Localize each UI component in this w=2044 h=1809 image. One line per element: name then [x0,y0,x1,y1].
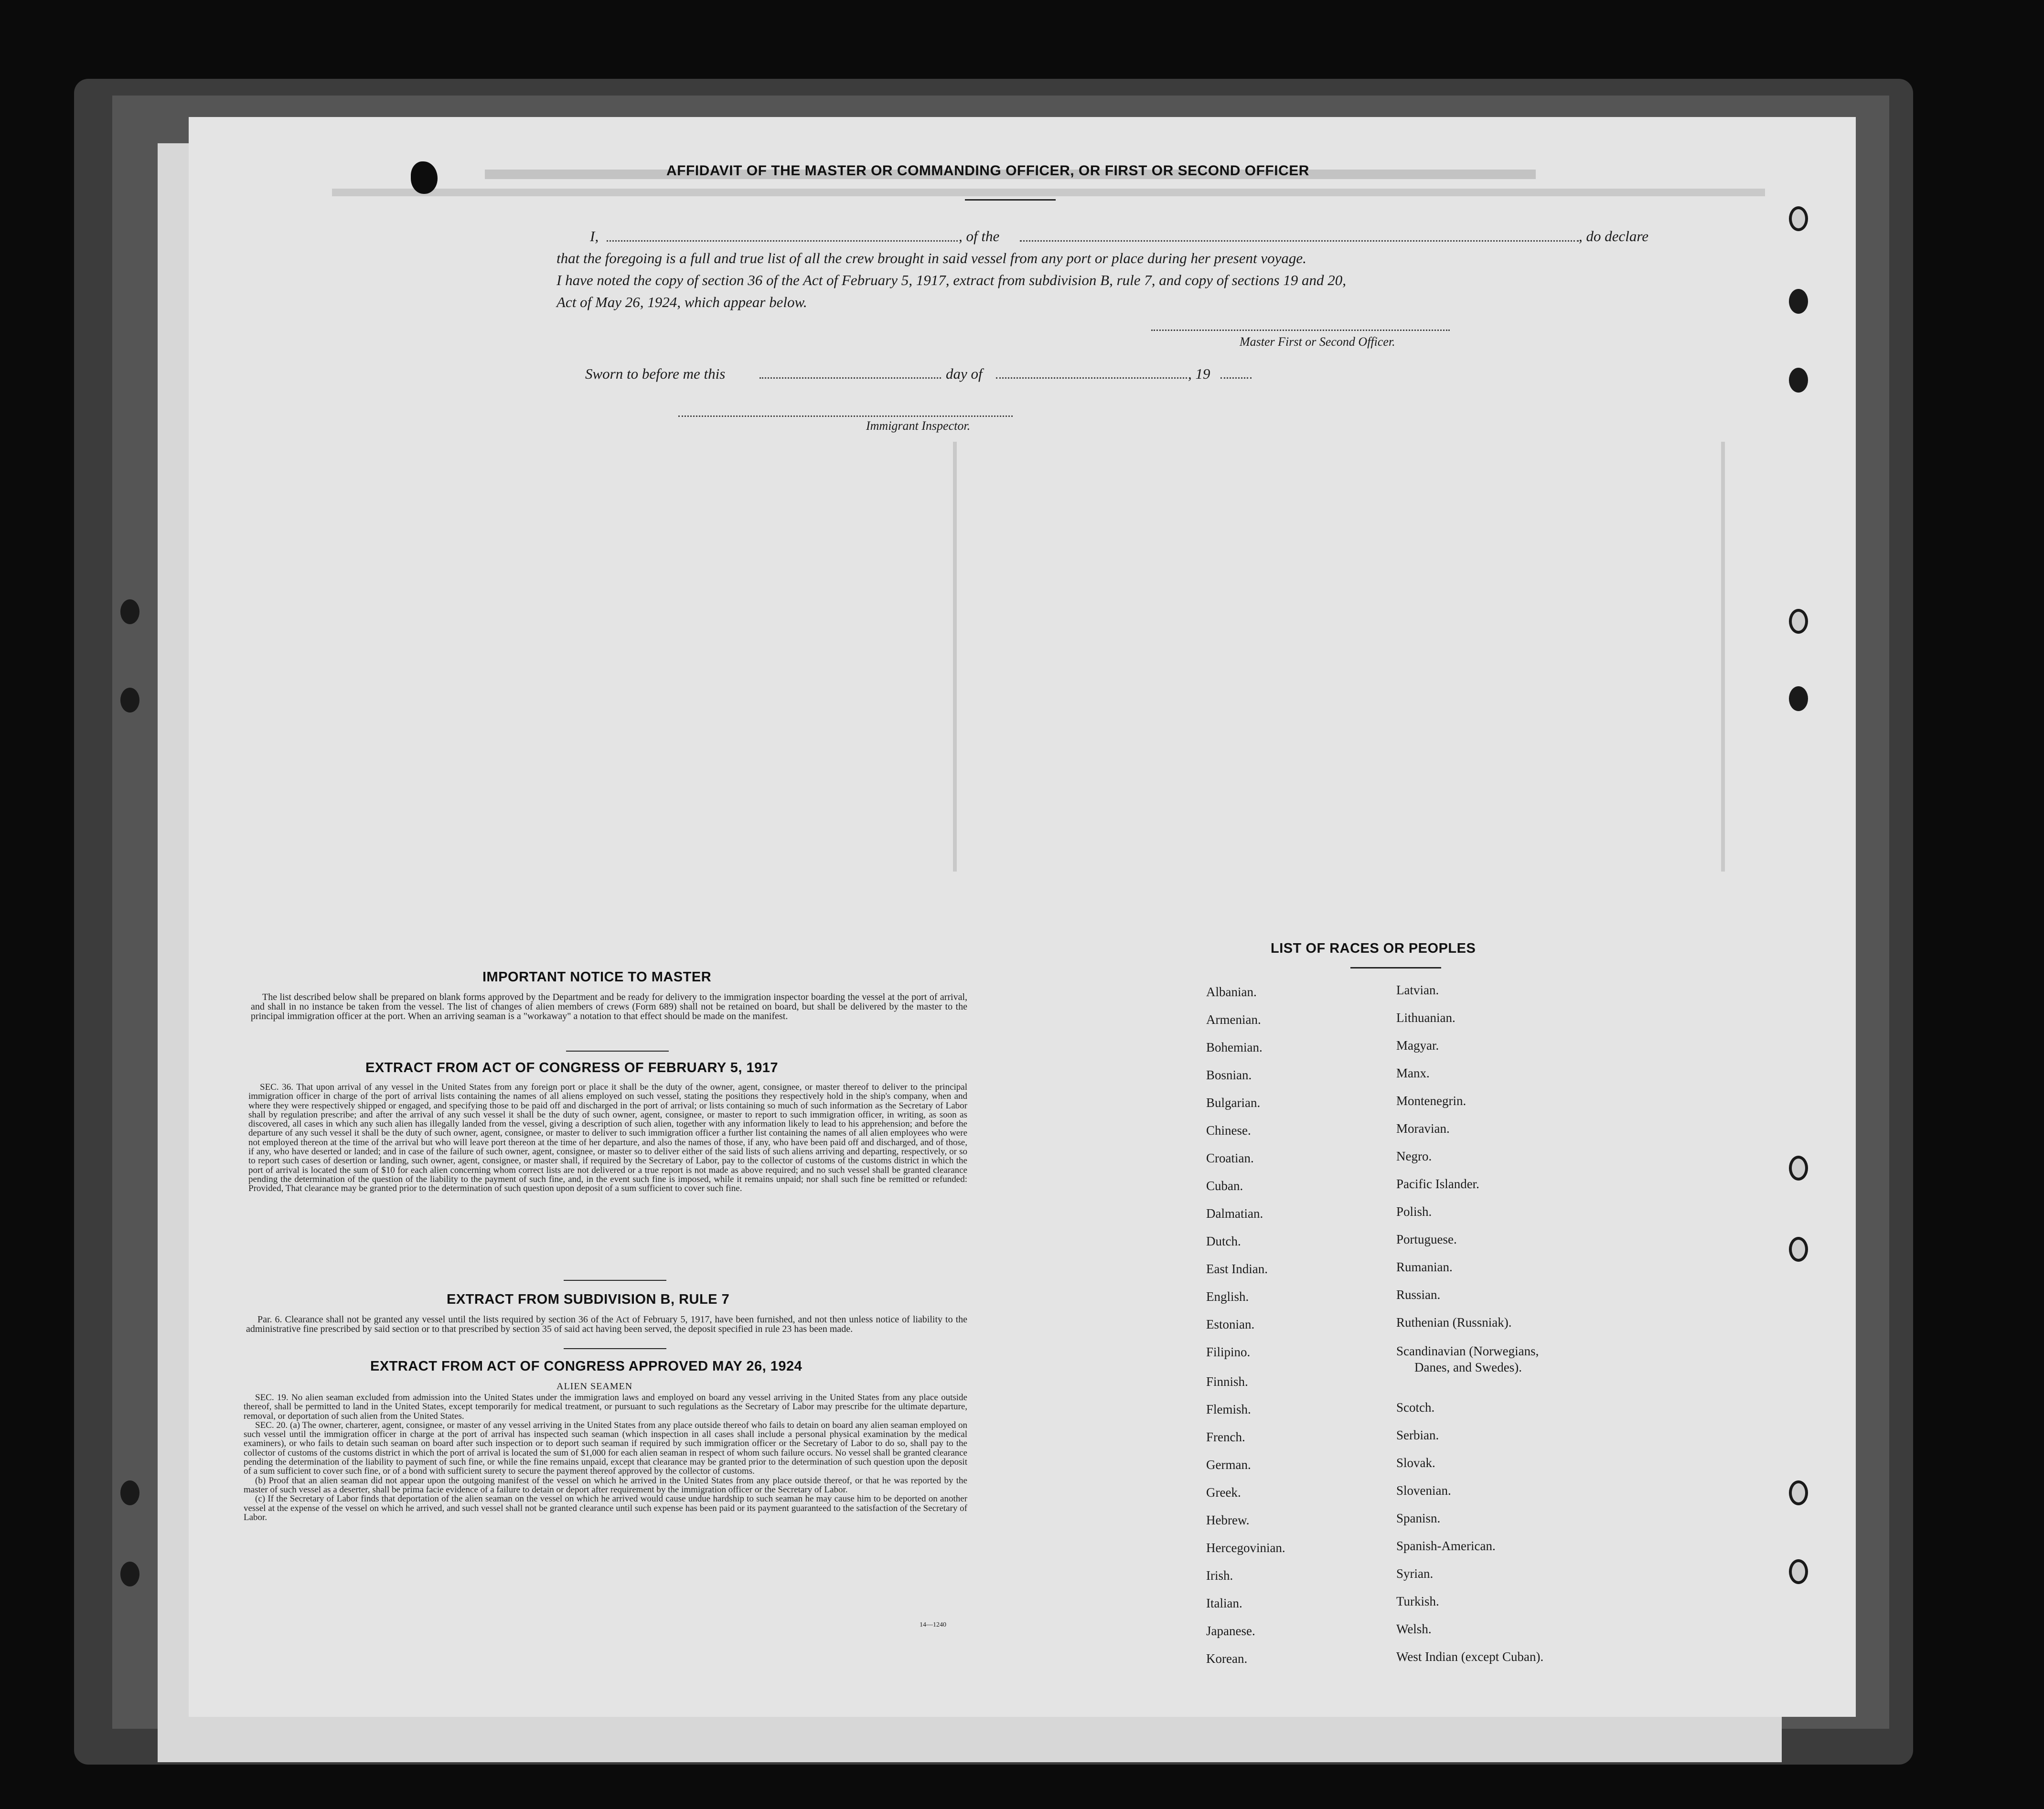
bleed-through-line [332,189,1765,196]
race-item: Armenian. [1206,1012,1261,1027]
extract-rule7-rule [564,1348,666,1349]
affidavit-line-3: I have noted the copy of section 36 of the Act of February 5, 1917, extract from subdivision B, rule 7, and copy of sections 19 and 20, [556,272,1347,288]
title-rule [965,199,1056,201]
race-item: Montenegrin. [1396,1094,1466,1108]
race-item: Welsh. [1396,1622,1432,1636]
binder-hole [1789,686,1808,711]
sec20b-paragraph: (b) Proof that an alien seaman did not appear upon the outgoing manifest of the vessel on which he arrived in the United States from any place outside thereof, or that he was reported by the master of such vessel as a deserter, shall be prima facie evidence of a failure to detain or deport after requirement by the immigration officer or the Secretary of Labor. [244,1475,967,1495]
binder-hole [1789,1237,1808,1262]
rule7-paragraph: Par. 6. Clearance shall not be granted any vessel until the lists required by section 36 of the Act of February 5, 1917, have been furnished, and not then unless notice of liability to the administrative fine prescribed by said section or to that prescribed by section 35 of said act having been served, the deposit specified in rule 23 has been made. [246,1314,967,1334]
master-signature-label: Master First or Second Officer. [1240,335,1395,349]
binder-hole [120,1480,139,1505]
binder-hole [1789,609,1808,634]
extract-rule7-text [246,1315,967,1334]
binder-hole [1789,289,1808,314]
race-item: Japanese. [1206,1624,1255,1638]
sworn-text: Sworn to before me this [585,365,726,382]
binder-hole [1789,1480,1808,1505]
binder-hole [120,688,139,713]
race-item: Russian. [1396,1288,1441,1302]
notice-title: IMPORTANT NOTICE TO MASTER [482,969,712,985]
race-item: Chinese. [1206,1123,1251,1138]
race-item: Turkish. [1396,1594,1439,1608]
affidavit-i: I, [590,228,599,245]
race-item: Latvian. [1396,983,1439,997]
race-item: Croatian. [1206,1151,1254,1165]
race-item: Dalmatian. [1206,1206,1263,1221]
sec20a-paragraph: SEC. 20. (a) The owner, charterer, agent, consignee, or master of any vessel arriving in the United States from any place outside thereof who fails to detain on board any alien seaman employed on such vessel until the immigration officer in charge at the port of arrival has inspected such seaman (which inspection in all cases shall include a personal physical examination by the medical examiners), or who fails to detain such seaman on board after such inspection or to deport such seaman if required by such immigration officer or the Secretary of Labor to do so, shall pay to the collector of customs of the customs district in which the port of arrival is located the sum of $1,000 for each alien seaman in respect of whom such failure occurs. No vessel shall be granted clearance pending the determination of the liability to payment of such fine, or while the fine remains unpaid, except that clearance may be granted prior to the determination of such question upon the deposit of a sum sufficient to cover such fine, or of a bond with sufficient surety to secure the payment thereof approved by the collector of customs. [244,1420,967,1477]
affidavit-title: AFFIDAVIT OF THE MASTER OR COMMANDING OFFICER, OR FIRST OR SECOND OFFICER [666,163,1309,179]
binder-hole [1789,368,1808,393]
name-field[interactable] [607,240,958,242]
sec19-paragraph: SEC. 19. No alien seaman excluded from admission into the United States under the immigration laws and employed on board any vessel arriving in the United States from any place outside thereof, shall be permitted to land in the United States, except temporarily for medical treatment, or pursuant to such regulations as the Secretary of Labor may prescribe for the ultimate departure, removal, or deportation of such alien from the United States. [244,1393,967,1421]
affidavit-of-the: , of the [959,228,1000,245]
sworn-month-field[interactable] [996,377,1187,379]
races-title: LIST OF RACES OR PEOPLES [1271,941,1476,956]
inspector-label: Immigrant Inspector. [866,419,971,433]
race-item: Estonian. [1206,1317,1255,1331]
race-item: Negro. [1396,1149,1432,1163]
race-item: Cuban. [1206,1179,1243,1193]
bleed-through-table [953,442,1725,872]
notice-paragraph: The list described below shall be prepared on blank forms approved by the Department and be ready for delivery to the immigration inspector boarding the vessel at the port of arrival, and shall in no instance be taken from the vessel. The list of changes of alien members of crews (Form 689) shall not be retained on board, but shall be delivered by the master to the principal immigration officer at the port. When an arriving seaman is a "workaway" a notation to that effect should be made on the manifest. [251,992,967,1022]
affidavit-line-2: that the foregoing is a full and true list of all the crew brought in said vessel from any port or place during her present voyage. [556,250,1306,266]
binder-hole [120,599,139,624]
alien-seamen-subtitle: ALIEN SEAMEN [556,1381,633,1392]
race-item: Serbian. [1396,1428,1439,1442]
extract-rule7-title: EXTRACT FROM SUBDIVISION B, RULE 7 [447,1292,730,1307]
extract-1917-title: EXTRACT FROM ACT OF CONGRESS OF FEBRUARY 5, 1917 [365,1060,779,1075]
race-item: Magyar. [1396,1038,1439,1053]
race-item: Rumanian. [1396,1260,1453,1274]
race-item: Finnish. [1206,1374,1248,1389]
race-item: Slovenian. [1396,1483,1451,1498]
race-item: English. [1206,1289,1249,1304]
form-number: 14—1240 [920,1621,946,1628]
race-item: Scandinavian (Norwegians, [1396,1344,1539,1358]
race-item: West Indian (except Cuban). [1396,1649,1544,1664]
sec20c-paragraph: (c) If the Secretary of Labor finds that deportation of the alien seaman on the vessel on which he arrived would cause undue hardship to such seaman he may cause him to be deported on another vessel at the expense of the vessel on which he arrived, and such vessel shall not be granted clearance until such expense has been paid or its payment guaranteed to the satisfaction of the Secretary of Labor. [244,1494,967,1522]
sworn-year-field[interactable] [1220,377,1252,379]
inspector-signature-field[interactable] [678,415,1013,417]
race-item: Ruthenian (Russniak). [1396,1315,1512,1330]
sec36-paragraph: SEC. 36. That upon arrival of any vessel in the United States from any foreign port or place it shall be the duty of the owner, agent, consignee, or master thereof to deliver to the principal immigration officer in charge of the port of arrival lists containing the names of all aliens employed on such vessel, stating the positions they respectively hold in the ship's company, when and where they were respectively shipped or engaged, and specifying those to be paid off and discharged in the port of arrival; or lists containing so much of such information as the Secretary of Labor shall by regulation prescribe; and after the arrival of any such vessel it shall be the duty of such owner, agent, consignee, or master to report to such immigration officer, in writing, as soon as discovered, all cases in which any such alien has illegally landed from the vessel, giving a description of such alien, together with any information likely to lead to his apprehension; and before the departure of any such vessel it shall be the duty of such owner, agent, consignee, or master to deliver to such immigration officer a further list containing the names of all alien employees who were not employed thereon at the time of the arrival but who will leave port thereon at the time of her departure, and also the names of those, if any, who have been paid off and discharged, and of those, if any, who have deserted or landed; and in case of the failure of such owner, agent, consignee, or master so to deliver either of the said lists of such aliens arriving and departing, respectively, or so to report such cases of desertion or landing, such owner, agent, consignee, or master shall, if required by the Secretary of Labor, pay to the collector of customs of the customs district in which the port of arrival is located the sum of $10 for each alien concerning whom correct lists are not delivered or a true report is not made as above required; and no such vessel shall be granted clearance pending the determination of the question of the liability to the payment of such fine, and, in the event such fine is imposed, while it remains unpaid; nor shall such fine be remitted or refunded: Provided, That clearance may be granted prior to the determination of such question upon deposit of a sum sufficient to cover such fine. [248,1082,967,1194]
race-item: Italian. [1206,1596,1242,1610]
race-item: Hebrew. [1206,1513,1250,1527]
race-item: Pacific Islander. [1396,1177,1479,1191]
race-item: Danes, and Swedes). [1414,1360,1522,1374]
race-item: German. [1206,1458,1251,1472]
race-item: Spanisn. [1396,1511,1441,1525]
race-item: Spanish-American. [1396,1539,1496,1553]
race-item: Polish. [1396,1204,1432,1219]
race-item: Irish. [1206,1568,1233,1583]
extract-1917-text [248,1083,967,1193]
race-item: Flemish. [1206,1402,1251,1416]
binder-hole [1789,206,1808,231]
race-item: Korean. [1206,1651,1248,1666]
binder-hole [1789,1156,1808,1181]
race-item: Moravian. [1396,1121,1450,1136]
race-item: Hercegovinian. [1206,1541,1285,1555]
binder-hole [1789,1559,1808,1584]
race-item: Portuguese. [1396,1232,1457,1246]
race-item: Lithuanian. [1396,1011,1455,1025]
affidavit-do-declare: , do declare [1579,228,1649,245]
race-item: East Indian. [1206,1262,1268,1276]
race-item: Filipino. [1206,1345,1251,1359]
ink-blot [411,161,438,194]
race-item: Bohemian. [1206,1040,1263,1054]
race-item: Syrian. [1396,1566,1434,1581]
race-item: Bulgarian. [1206,1096,1261,1110]
race-item: Greek. [1206,1485,1241,1500]
binder-hole [120,1562,139,1586]
race-item: Slovak. [1396,1456,1435,1470]
sworn-day-field[interactable] [760,377,941,379]
race-item: Manx. [1396,1066,1430,1080]
race-item: Bosnian. [1206,1068,1252,1082]
race-item: Albanian. [1206,985,1257,999]
sworn-day-of: day of [946,365,983,382]
affidavit-line-4: Act of May 26, 1924, which appear below. [556,294,807,310]
extract-1924-text [244,1393,967,1522]
extract-1917-rule [564,1280,666,1281]
document-page [189,117,1856,1717]
notice-rule [566,1051,669,1052]
notice-text [251,992,967,1021]
extract-1924-title: EXTRACT FROM ACT OF CONGRESS APPROVED MAY 26, 1924 [370,1359,803,1374]
races-rule [1350,967,1441,968]
vessel-field[interactable] [1020,240,1579,242]
sworn-year-label: , 19 [1188,365,1210,382]
race-item: Scotch. [1396,1400,1435,1415]
race-item: Dutch. [1206,1234,1241,1248]
race-item: French. [1206,1430,1245,1444]
master-signature-field[interactable] [1151,330,1450,331]
